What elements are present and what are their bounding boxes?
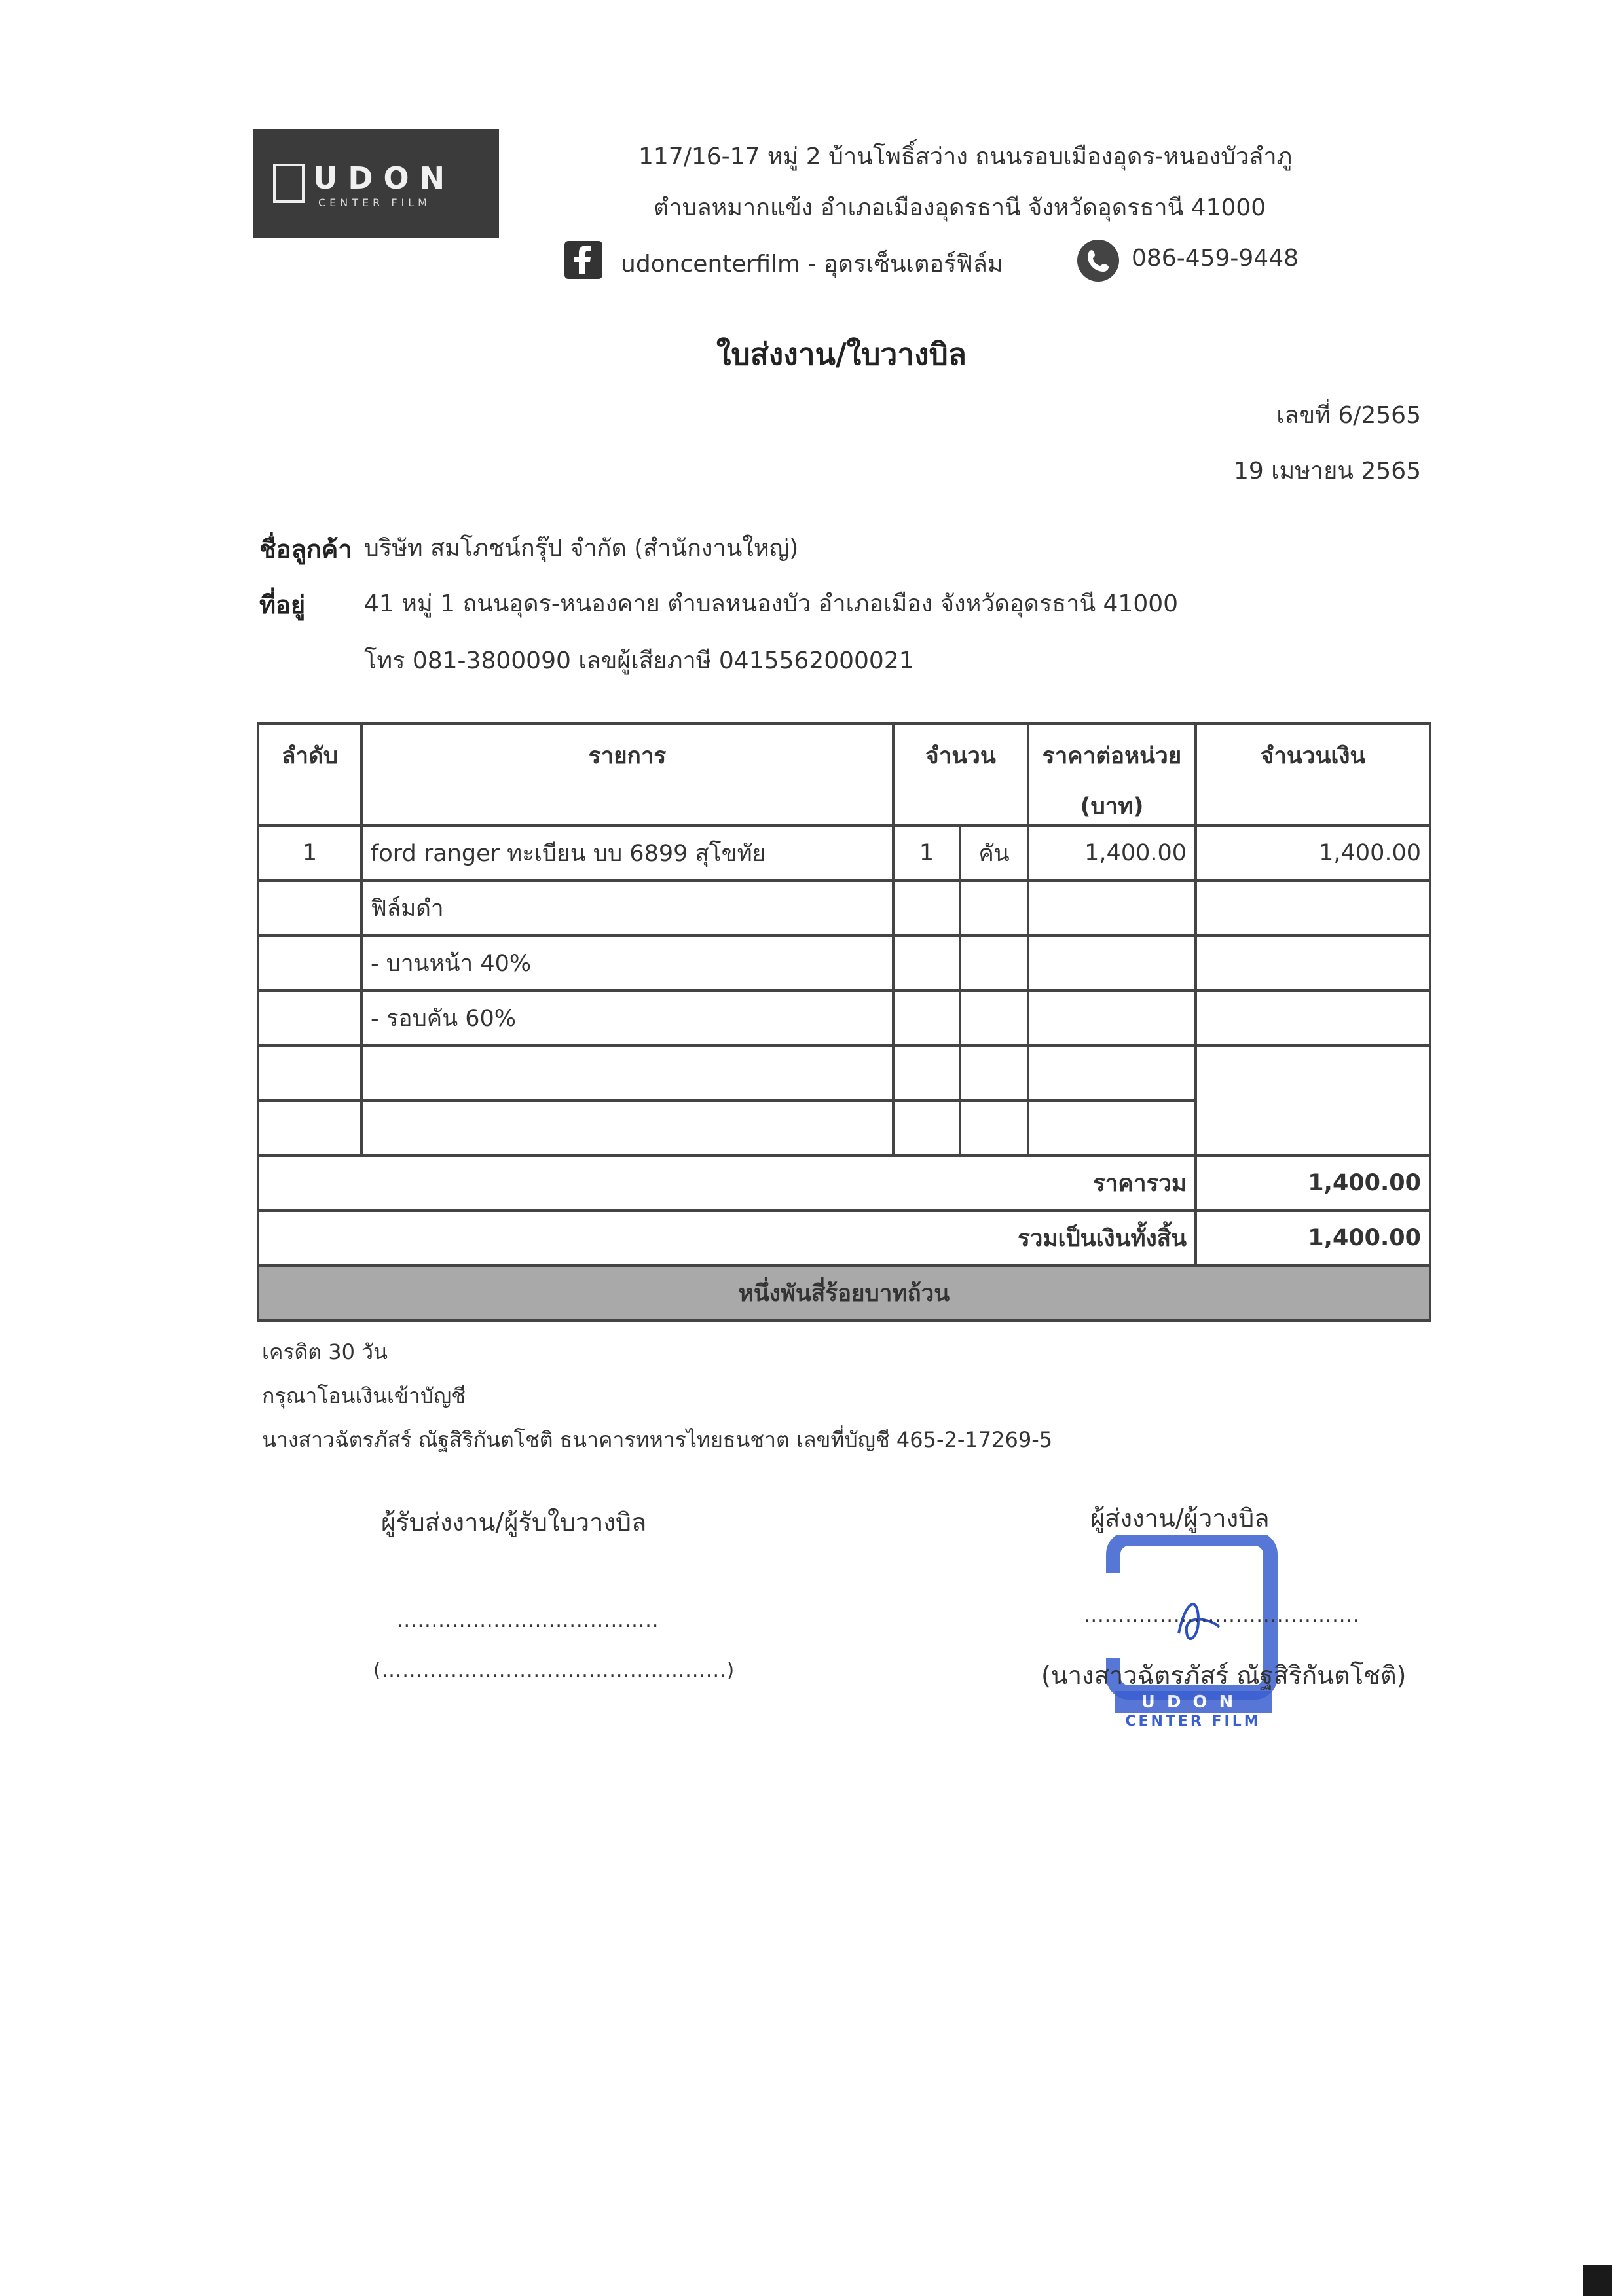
- row-amount: [1196, 881, 1430, 936]
- customer-address-label: ที่อยู่: [259, 591, 306, 619]
- bank-account-note: นางสาวฉัตรภัสร์ ณัฐสิริกันตโชติ ธนาคารทหารไทยธนชาต เลขที่บัญชี 465-2-17269-5: [262, 1427, 1053, 1452]
- total-value: 1,400.00: [1196, 1211, 1430, 1266]
- row-price: [1028, 991, 1196, 1046]
- document-title: ใบส่งงาน/ใบวางบิล: [716, 337, 967, 372]
- table-row: [258, 1046, 1430, 1101]
- row-item: - รอบคัน 60%: [361, 991, 893, 1046]
- table-row: [258, 881, 1430, 936]
- row-price: 1,400.00: [1028, 826, 1196, 881]
- header-unit-price-line2: (บาท): [1080, 793, 1144, 820]
- receiver-title: ผู้รับส่งงาน/ผู้รับใบวางบิล: [381, 1508, 647, 1537]
- row-item: - บานหน้า 40%: [361, 936, 893, 991]
- phone-icon: [1077, 240, 1119, 282]
- row-qty: [893, 991, 960, 1046]
- stamp-subtext: CENTER FILM: [1125, 1713, 1261, 1730]
- table-row: [258, 991, 1430, 1046]
- stamp-wordmark: UDON: [1141, 1692, 1246, 1712]
- receiver-signature-line: ......................................: [397, 1609, 659, 1632]
- row-item: [361, 1046, 893, 1101]
- row-unit: [960, 1046, 1028, 1101]
- row-no: 1: [258, 826, 361, 881]
- customer-name: บริษัท สมโภชน์กรุ๊ป จำกัด (สำนักงานใหญ่): [364, 535, 799, 562]
- sender-signature-line: ........................................: [1084, 1604, 1360, 1627]
- row-unit: [960, 881, 1028, 936]
- total-row: [258, 1211, 1430, 1266]
- header-no: ลำดับ: [258, 723, 361, 826]
- items-table: [257, 722, 1431, 1322]
- header-unit-price-line1: ราคาต่อหน่วย: [1042, 743, 1182, 769]
- total-label: รวมเป็นเงินทั้งสิ้น: [258, 1211, 1196, 1266]
- facebook-page: udoncenterfilm - อุดรเซ็นเตอร์ฟิล์ม: [621, 251, 1003, 278]
- row-unit: [960, 1101, 1028, 1156]
- subtotal-row: [258, 1156, 1430, 1211]
- row-unit: คัน: [960, 826, 1028, 881]
- customer-contact: โทร 081-3800090 เลขผู้เสียภาษี 0415562000021: [364, 647, 914, 674]
- table-row: [258, 826, 1430, 881]
- row-unit: [960, 991, 1028, 1046]
- logo-wordmark: UDON: [313, 160, 456, 196]
- document-date: 19 เมษายน 2565: [1234, 458, 1421, 484]
- amount-in-words-row: [258, 1266, 1430, 1321]
- transfer-note: กรุณาโอนเงินเข้าบัญชี: [262, 1383, 466, 1408]
- row-amount: [1196, 936, 1430, 991]
- customer-address: 41 หมู่ 1 ถนนอุดร-หนองคาย ตำบลหนองบัว อำเภอเมือง จังหวัดอุดรธานี 41000: [364, 591, 1179, 617]
- company-address-line2: ตำบลหมากแข้ง อำเภอเมืองอุดรธานี จังหวัดอุดรธานี 41000: [654, 194, 1266, 221]
- row-no: [258, 1046, 361, 1101]
- header-amount: จำนวนเงิน: [1196, 723, 1430, 826]
- company-phone: 086-459-9448: [1132, 245, 1299, 272]
- row-qty: [893, 936, 960, 991]
- company-stamp: [1100, 1535, 1290, 1732]
- subtotal-label: ราคารวม: [258, 1156, 1196, 1211]
- document-number: เลขที่ 6/2565: [1276, 402, 1421, 429]
- receiver-name-line: (..................................................): [373, 1659, 735, 1682]
- row-price: [1028, 1046, 1196, 1101]
- row-amount: [1196, 1046, 1430, 1156]
- row-qty: [893, 1101, 960, 1156]
- amount-in-words: หนึ่งพันสี่ร้อยบาทถ้วน: [258, 1266, 1430, 1321]
- header-item: รายการ: [361, 723, 893, 826]
- row-qty: 1: [893, 826, 960, 881]
- row-price: [1028, 1101, 1196, 1156]
- customer-name-label: ชื่อลูกค้า: [259, 535, 352, 564]
- row-unit: [960, 936, 1028, 991]
- row-amount: [1196, 991, 1430, 1046]
- company-logo: [253, 129, 499, 238]
- header-qty: จำนวน: [893, 723, 1028, 826]
- header-unit-price: [1028, 723, 1196, 826]
- table-header-row: [258, 723, 1430, 826]
- row-no: [258, 936, 361, 991]
- row-price: [1028, 936, 1196, 991]
- row-qty: [893, 1046, 960, 1101]
- credit-note: เครดิต 30 วัน: [262, 1339, 388, 1364]
- row-no: [258, 1101, 361, 1156]
- logo-mark-icon: [272, 163, 305, 204]
- scan-edge-mark: [1583, 2265, 1612, 2296]
- sender-title: ผู้ส่งงาน/ผู้วางบิล: [1090, 1504, 1270, 1533]
- row-no: [258, 881, 361, 936]
- row-no: [258, 991, 361, 1046]
- row-item: ford ranger ทะเบียน บบ 6899 สุโขทัย: [361, 826, 893, 881]
- facebook-icon: [564, 241, 602, 279]
- row-amount: 1,400.00: [1196, 826, 1430, 881]
- sender-name-line: (นางสาวฉัตรภัสร์ ณัฐสิริกันตโชติ): [1041, 1661, 1407, 1690]
- row-item: [361, 1101, 893, 1156]
- table-row: [258, 936, 1430, 991]
- row-price: [1028, 881, 1196, 936]
- company-address-line1: 117/16-17 หมู่ 2 บ้านโพธิ์สว่าง ถนนรอบเมืองอุดร-หนองบัวลำภู: [638, 143, 1293, 170]
- logo-subtext: CENTER FILM: [318, 196, 431, 209]
- row-item: ฟิล์มดำ: [361, 881, 893, 936]
- subtotal-value: 1,400.00: [1196, 1156, 1430, 1211]
- row-qty: [893, 881, 960, 936]
